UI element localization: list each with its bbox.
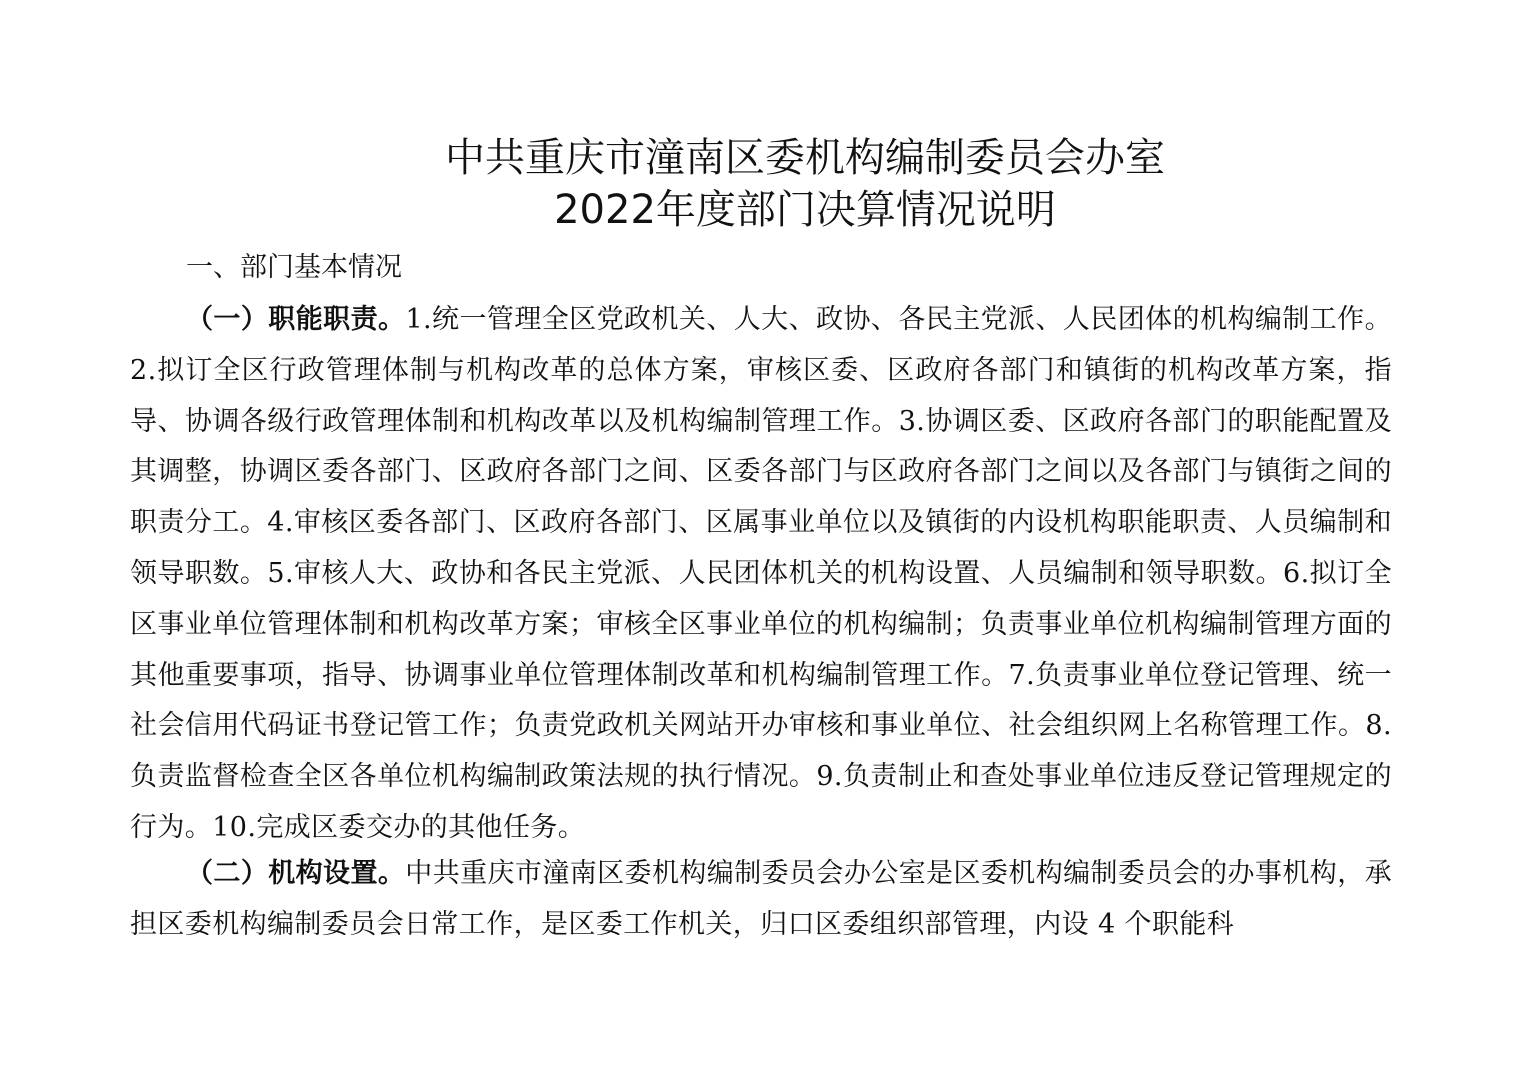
paragraph-functions-label: （一）职能职责。: [186, 304, 406, 335]
paragraph-functions: [130, 295, 1392, 854]
paragraph-organization-label: （二）机构设置。: [186, 858, 406, 889]
document-title-line1: 中共重庆市潼南区委机构编制委员会办室: [445, 135, 1165, 181]
document-title-line2: 2022年度部门决算情况说明: [554, 187, 1056, 233]
section-heading: 一、部门基本情况: [186, 252, 402, 283]
paragraph-functions-text: 1.统一管理全区党政机关、人大、政协、各民主党派、人民团体的机构编制工作。2.拟订全区行政管理体制与机构改革的总体方案，审核区委、区政府各部门和镇街的机构改革方案，指导、协调各级行政管理体制和机构改革以及机构编制管理工作。3.协调区委、区政府各部门的职能配置及其调整，协调区委各部门、区政府各部门之间、区委各部门与区政府各部门之间以及各部门与镇街之间的职责分工。4.审核区委各部门、区政府各部门、区属事业单位以及镇街的内设机构职能职责、人员编制和领导职数。5.审核人大、政协和各民主党派、人民团体机关的机构设置、人员编制和领导职数。6.拟订全区事业单位管理体制和机构改革方案；审核全区事业单位的机构编制；负责事业单位机构编制管理方面的其他重要事项，指导、协调事业单位管理体制改革和机构编制管理工作。7.负责事业单位登记管理、统一社会信用代码证书登记管工作；负责党政机关网站开办审核和事业单位、社会组织网上名称管理工作。8.负责监督检查全区各单位机构编制政策法规的执行情况。9.负责制止和查处事业单位违反登记管理规定的行为。10.完成区委交办的其他任务。: [130, 304, 1393, 843]
paragraph-organization-text: 中共重庆市潼南区委机构编制委员会办公室是区委机构编制委员会的办事机构，承担区委机构编制委员会日常工作，是区委工作机关，归口区委组织部管理，内设 4 个职能科: [130, 858, 1392, 940]
paragraph-organization: [130, 849, 1392, 951]
